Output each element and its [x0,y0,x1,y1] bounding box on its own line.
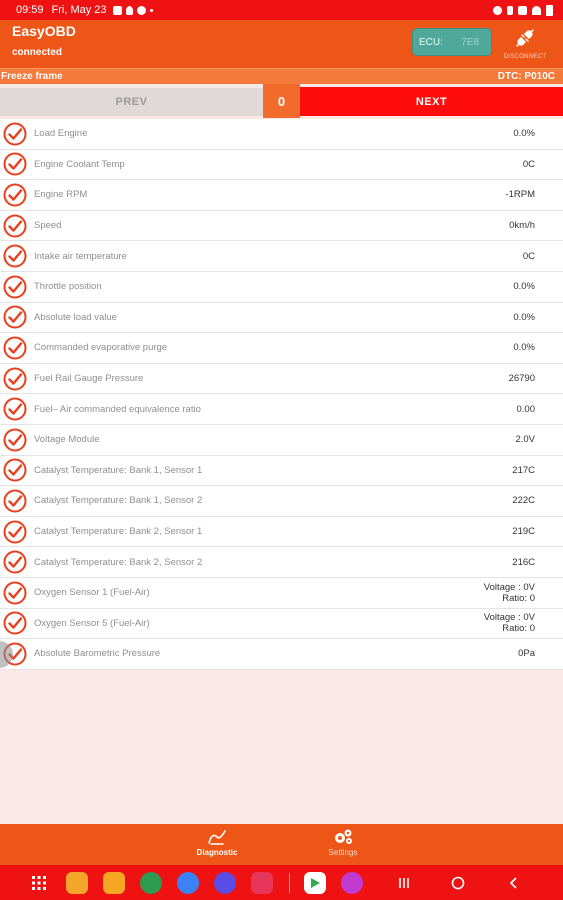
check-circle-icon[interactable] [2,304,28,330]
dtc-code: DTC: P010C [497,71,555,82]
parameter-value [453,495,563,506]
check-circle-icon[interactable] [2,243,28,269]
parameter-value [453,159,563,170]
parameter-label: Commanded evaporative purge [34,342,168,354]
parameter-value [453,128,563,139]
check-circle-icon[interactable] [2,457,28,483]
parameter-label: Engine RPM [34,189,88,201]
parameter-value-secondary: Ratio: 0 [502,623,535,635]
parameter-value [453,220,563,231]
check-circle-icon[interactable] [2,121,28,147]
parameter-value-text: 0.0% [513,281,535,293]
list-item[interactable] [0,119,563,150]
recents-icon [397,876,411,890]
wifi-icon [532,6,541,15]
app-title: EasyOBD [12,23,76,39]
ecu-selector[interactable] [412,28,492,56]
parameter-value-text: 0C [522,158,535,170]
parameter-value-text: Voltage : 0V [483,612,535,624]
parameter-value [453,434,563,445]
list-item[interactable] [0,578,563,609]
parameter-value [453,557,563,568]
parameter-value-text: 0.0% [513,128,535,140]
freeze-frame-bar [0,68,563,84]
check-circle-icon[interactable] [2,366,28,392]
parameter-label: Throttle position [34,281,102,293]
list-item[interactable] [0,241,563,272]
parameter-value-text: 0km/h [509,220,535,232]
parameter-label: Load Engine [34,128,88,140]
bottom-navigation [0,824,563,865]
parameter-value-text: -1RPM [505,189,535,201]
parameter-value-text: 0.00 [516,403,535,415]
check-circle-icon[interactable] [2,610,28,636]
tab-settings-label: Settings [328,848,358,857]
recents-button[interactable] [397,876,411,890]
parameter-value-text: Voltage : 0V [483,581,535,593]
phone-app-icon[interactable] [140,872,162,894]
parameter-value [453,465,563,476]
parameter-value [453,612,563,634]
home-button[interactable] [451,876,465,890]
check-circle-icon[interactable] [2,549,28,575]
dock-divider [289,873,290,893]
check-circle-icon[interactable] [2,580,28,606]
disconnect-button[interactable] [500,24,550,66]
frame-counter: 0 [263,84,300,118]
app-header [0,20,563,68]
bulb-icon [126,6,133,15]
alarm-icon [493,6,502,15]
check-circle-icon[interactable] [2,488,28,514]
disconnect-label: DISCONNECT [503,54,547,60]
check-circle-icon[interactable] [2,519,28,545]
parameter-value [453,648,563,659]
flower-app-icon[interactable] [341,872,363,894]
status-time: 09:59 [16,4,44,16]
parameter-value-secondary: Ratio: 0 [502,592,535,604]
parameter-value-text: 219C [512,526,535,538]
more-dot-icon [150,9,153,12]
list-item[interactable] [0,272,563,303]
list-item[interactable] [0,486,563,517]
parameter-value [453,189,563,200]
plug-disconnect-icon [513,26,537,50]
home-icon [451,876,465,890]
battery-icon [546,5,553,16]
list-item[interactable] [0,547,563,578]
parameter-label: Catalyst Temperature: Bank 2, Sensor 1 [34,526,203,538]
tab-settings[interactable] [298,828,388,857]
parameter-value [453,312,563,323]
list-item[interactable] [0,180,563,211]
ecu-value: 7E8 [461,36,479,48]
parameter-value-text: 26790 [508,373,535,385]
parameter-value [453,251,563,262]
parameter-label: Fuel– Air commanded equivalence ratio [34,403,201,415]
parameter-label: Absolute Barometric Pressure [34,648,161,660]
app-drawer-icon[interactable] [32,876,46,890]
folder-app-icon[interactable] [103,872,125,894]
list-item[interactable] [0,639,563,670]
system-navigation-bar [0,865,563,900]
parameter-label: Catalyst Temperature: Bank 1, Sensor 1 [34,464,203,476]
list-item[interactable] [0,456,563,487]
next-button[interactable]: NEXT [300,87,563,116]
parameter-value-text: 216C [512,556,535,568]
parameter-value [453,342,563,353]
parameter-value [453,281,563,292]
check-circle-icon[interactable] [2,182,28,208]
list-item[interactable] [0,609,563,640]
parameter-value-text: 222C [512,495,535,507]
parameter-label: Oxygen Sensor 1 (Fuel-Air) [34,587,150,599]
frame-navigation [0,84,563,118]
camera-app-icon[interactable] [251,872,273,894]
ecu-label: ECU: [419,36,443,48]
settings-gears-icon [332,828,354,846]
system-status-icons [493,5,553,16]
parameter-value [453,404,563,415]
list-item[interactable] [0,211,563,242]
parameter-value-text: 0C [522,250,535,262]
parameter-label: Catalyst Temperature: Bank 2, Sensor 2 [34,556,203,568]
list-item[interactable] [0,150,563,181]
parameter-value [453,582,563,604]
parameter-label: Catalyst Temperature: Bank 1, Sensor 2 [34,495,203,507]
check-circle-icon[interactable] [2,213,28,239]
check-circle-icon[interactable] [2,274,28,300]
parameter-label: Speed [34,220,62,232]
check-circle-icon[interactable] [2,427,28,453]
mute-icon [518,6,527,15]
list-item[interactable] [0,394,563,425]
list-item[interactable] [0,303,563,334]
freeze-frame-title: Freeze frame [1,71,63,82]
parameter-value [453,526,563,537]
parameter-value-text: 217C [512,464,535,476]
parameter-value-text: 2.0V [515,434,535,446]
parameter-list [0,119,563,670]
check-circle-icon[interactable] [2,335,28,361]
app-notification-icon [137,6,146,15]
list-item[interactable] [0,425,563,456]
parameter-value-text: 0.0% [513,342,535,354]
list-item[interactable] [0,364,563,395]
back-button[interactable] [507,876,521,890]
parameter-label: Voltage Module [34,434,100,446]
notes-app-icon[interactable] [66,872,88,894]
parameter-label: Oxygen Sensor 5 (Fuel-Air) [34,617,150,629]
list-item[interactable] [0,333,563,364]
parameter-label: Engine Coolant Temp [34,158,125,170]
tab-diagnostic-label: Diagnostic [196,848,238,857]
connection-status: connected [12,47,63,58]
parameter-label: Intake air temperature [34,250,127,262]
messages-app-icon[interactable] [177,872,199,894]
bluetooth-icon [507,6,513,15]
play-store-icon[interactable] [304,872,326,894]
notification-icons [113,6,153,15]
tab-diagnostic[interactable] [172,828,262,857]
parameter-value-text: 0Pa [518,648,535,660]
list-item[interactable] [0,517,563,548]
prev-button[interactable]: PREV [0,87,263,116]
parameter-label: Absolute load value [34,311,117,323]
status-date: Fri, May 23 [51,4,107,16]
gallery-icon [113,6,122,15]
check-circle-icon[interactable] [2,396,28,422]
diagnostic-gauge-icon [206,828,228,846]
back-chevron-icon [507,876,521,890]
browser-app-icon[interactable] [214,872,236,894]
parameter-value [453,373,563,384]
status-bar [0,0,563,20]
parameter-label: Fuel Rail Gauge Pressure [34,373,144,385]
parameter-value-text: 0.0% [513,311,535,323]
check-circle-icon[interactable] [2,151,28,177]
